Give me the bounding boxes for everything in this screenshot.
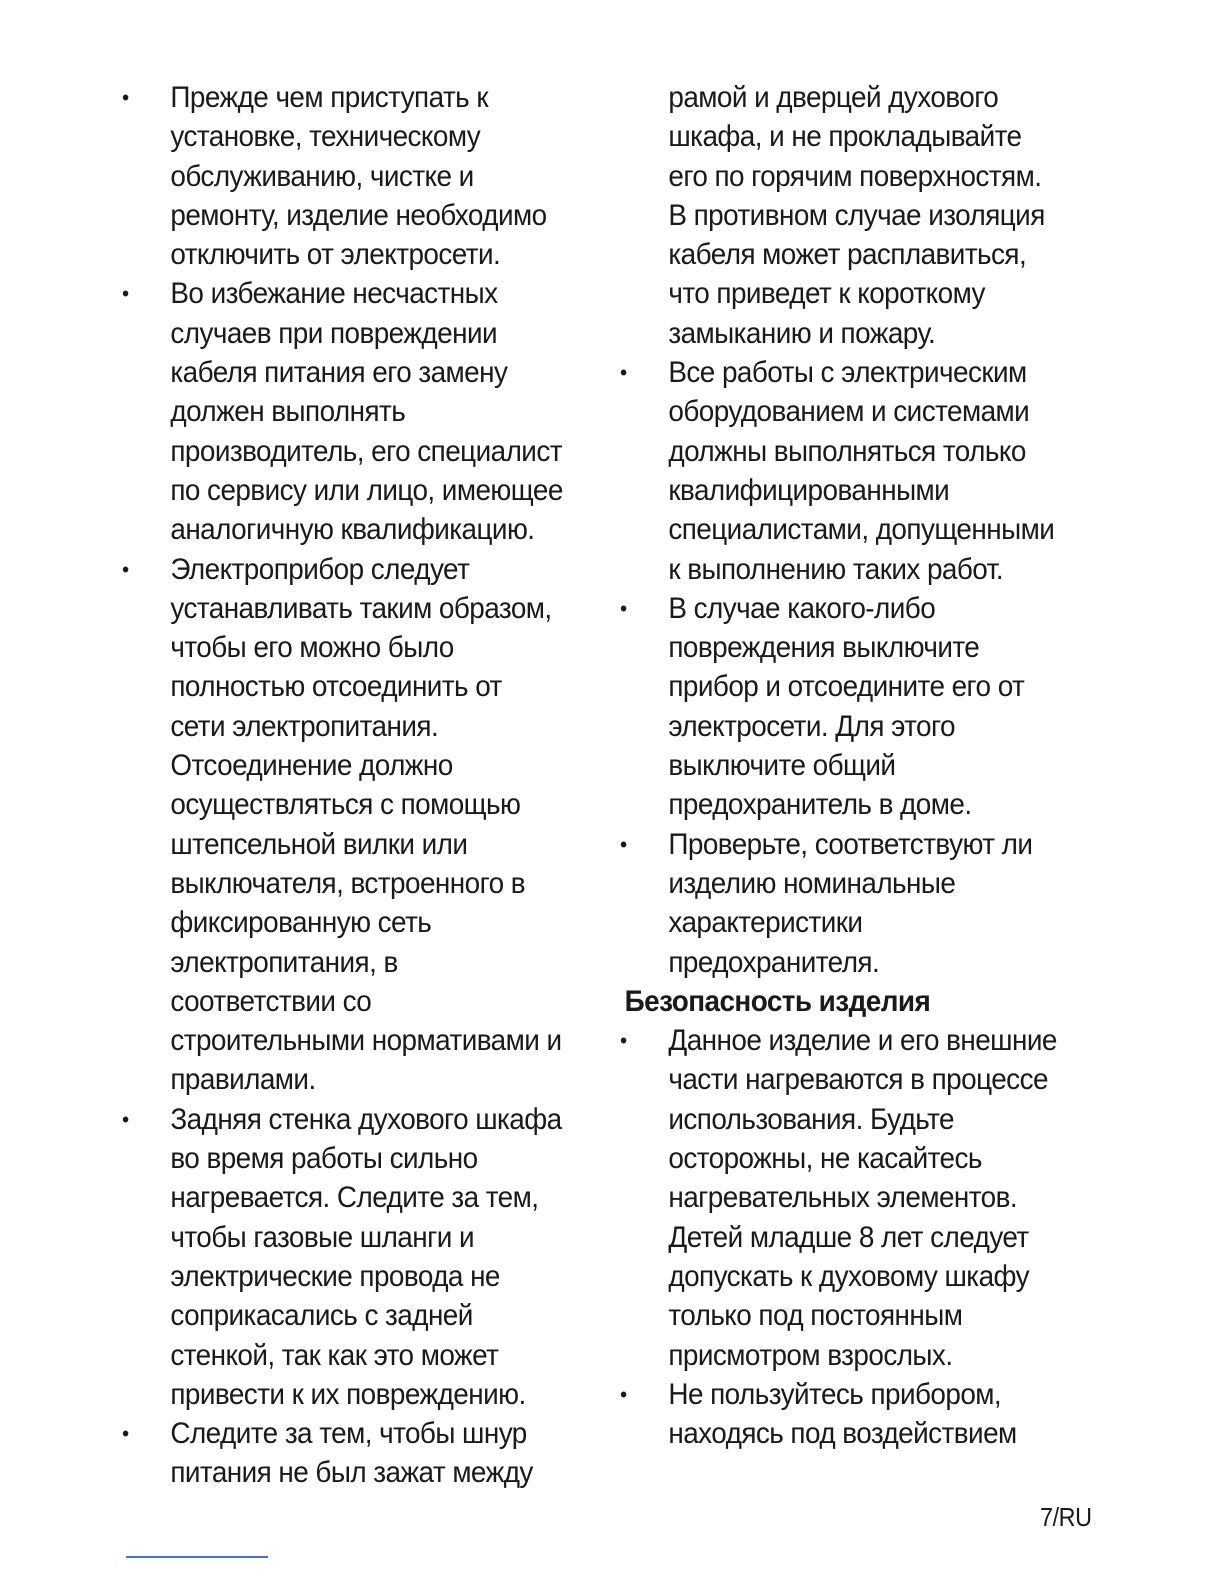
list-item: [122, 274, 592, 549]
text-line: находясь под воздействием: [668, 1417, 1017, 1451]
left-column: [122, 78, 592, 1493]
text-line: должны выполняться только: [668, 434, 1026, 468]
bullet: •: [620, 360, 627, 386]
text-line: шкафа, и не прокладывайте: [668, 120, 1022, 154]
bullet: •: [620, 595, 627, 621]
list-item: [122, 78, 592, 274]
text-line: случаев при повреждении: [170, 316, 498, 350]
bullet: •: [620, 831, 627, 857]
list-item: [122, 1414, 592, 1493]
text-line: присмотром взрослых.: [668, 1338, 953, 1372]
text-line: строительными нормативами и: [170, 1024, 562, 1058]
text-line: Прежде чем приступать к: [170, 81, 488, 114]
text-line: должен выполнять: [170, 395, 406, 429]
text-line: привести к их повреждению.: [170, 1377, 526, 1411]
text-line: Не пользуйтесь прибором,: [668, 1377, 1002, 1411]
text-line: Во избежание несчастных: [170, 277, 498, 311]
section-heading: Безопасность изделия: [624, 984, 931, 1018]
text-line: использования. Будьте: [668, 1102, 954, 1136]
text-line: установке, техническому: [170, 120, 481, 154]
text-line: что приведет к короткому: [668, 277, 985, 311]
text-line: изделию номинальные: [668, 866, 956, 900]
text-line: допускать к духовому шкафу: [668, 1259, 1030, 1293]
list-item: [620, 825, 1090, 982]
text-line: осуществляться с помощью: [170, 788, 521, 822]
list-item: [122, 1100, 592, 1414]
list-item: [620, 1021, 1090, 1375]
text-line: Электроприбор следует: [170, 552, 470, 586]
list-item: [122, 550, 592, 1100]
text-line: специалистами, допущенными: [668, 513, 1055, 547]
bullet: •: [122, 281, 129, 307]
text-line: замыканию и пожару.: [668, 316, 936, 350]
text-line: питания не был зажат между: [170, 1456, 533, 1490]
text-line: квалифицированными: [668, 473, 950, 507]
bullet: •: [122, 556, 129, 582]
bullet: •: [122, 1421, 129, 1447]
text-line: по сервису или лицо, имеющее: [170, 473, 563, 507]
text-line: только под постоянным: [668, 1299, 963, 1333]
text-line: оборудованием и системами: [668, 395, 1030, 429]
text-line: соответствии со: [170, 984, 372, 1018]
text-line: характеристики: [668, 906, 863, 940]
text-line: электрические провода не: [170, 1259, 500, 1293]
text-line: В противном случае изоляция: [668, 198, 1045, 232]
text-line: ремонту, изделие необходимо: [170, 198, 547, 232]
text-line: чтобы его можно было: [170, 631, 454, 665]
text-line: штепсельной вилки или: [170, 827, 468, 861]
bullet: •: [620, 1381, 627, 1407]
text-line: отключить от электросети.: [170, 238, 501, 272]
text-line: фиксированную сеть: [170, 906, 432, 940]
text-line: прибор и отсоедините его от: [668, 670, 1025, 704]
text-line: обслуживанию, чистке и: [170, 159, 474, 193]
text-line: устанавливать таким образом,: [170, 591, 552, 625]
text-line: Задняя стенка духового шкафа: [170, 1102, 562, 1136]
text-line: Следите за тем, чтобы шнур: [170, 1417, 527, 1451]
continued-item: [620, 78, 1090, 353]
right-column: [620, 78, 1090, 1453]
bullet: •: [122, 85, 129, 110]
text-line: выключателя, встроенного в: [170, 866, 526, 900]
text-line: электропитания, в: [170, 945, 398, 979]
text-line: производитель, его специалист: [170, 434, 562, 468]
text-line: нагревательных элементов.: [668, 1181, 1018, 1215]
text-line: правилами.: [170, 1063, 316, 1097]
text-line: Детей младше 8 лет следует: [668, 1220, 1029, 1254]
text-line: части нагреваются в процессе: [668, 1063, 1048, 1097]
text-line: Отсоединение должно: [170, 749, 453, 783]
text-line: кабеля питания его замену: [170, 356, 508, 390]
text-line: сети электропитания.: [170, 709, 439, 743]
text-line: аналогичную квалификацию.: [170, 513, 535, 547]
page-number: 7/RU: [1040, 1502, 1092, 1532]
text-line: кабеля может расплавиться,: [668, 238, 1027, 272]
bullet: •: [122, 1106, 129, 1132]
list-item: [620, 1375, 1090, 1454]
text-line: предохранителя.: [668, 945, 880, 979]
text-line: электросети. Для этого: [668, 709, 955, 743]
text-line: В случае какого-либо: [668, 591, 936, 625]
text-line: полностью отсоединить от: [170, 670, 502, 704]
footer-divider: [126, 1556, 268, 1558]
text-line: Проверьте, соответствуют ли: [668, 827, 1033, 861]
bullet: •: [620, 1028, 627, 1054]
text-line: во время работы сильно: [170, 1142, 478, 1176]
text-line: предохранитель в доме.: [668, 788, 972, 822]
text-line: Данное изделие и его внешние: [668, 1024, 1057, 1058]
text-line: стенкой, так как это может: [170, 1338, 499, 1372]
list-item: [620, 589, 1090, 825]
text-line: нагревается. Следите за тем,: [170, 1181, 539, 1215]
text-line: чтобы газовые шланги и: [170, 1220, 474, 1254]
text-line: рамой и дверцей духового: [668, 81, 999, 114]
text-line: его по горячим поверхностям.: [668, 159, 1042, 193]
text-line: осторожны, не касайтесь: [668, 1142, 982, 1176]
list-item: [620, 353, 1090, 589]
text-line: к выполнению таких работ.: [668, 552, 1003, 586]
text-line: выключите общий: [668, 749, 896, 783]
text-line: соприкасались с задней: [170, 1299, 473, 1333]
text-line: повреждения выключите: [668, 631, 980, 665]
text-line: Все работы с электрическим: [668, 356, 1027, 390]
